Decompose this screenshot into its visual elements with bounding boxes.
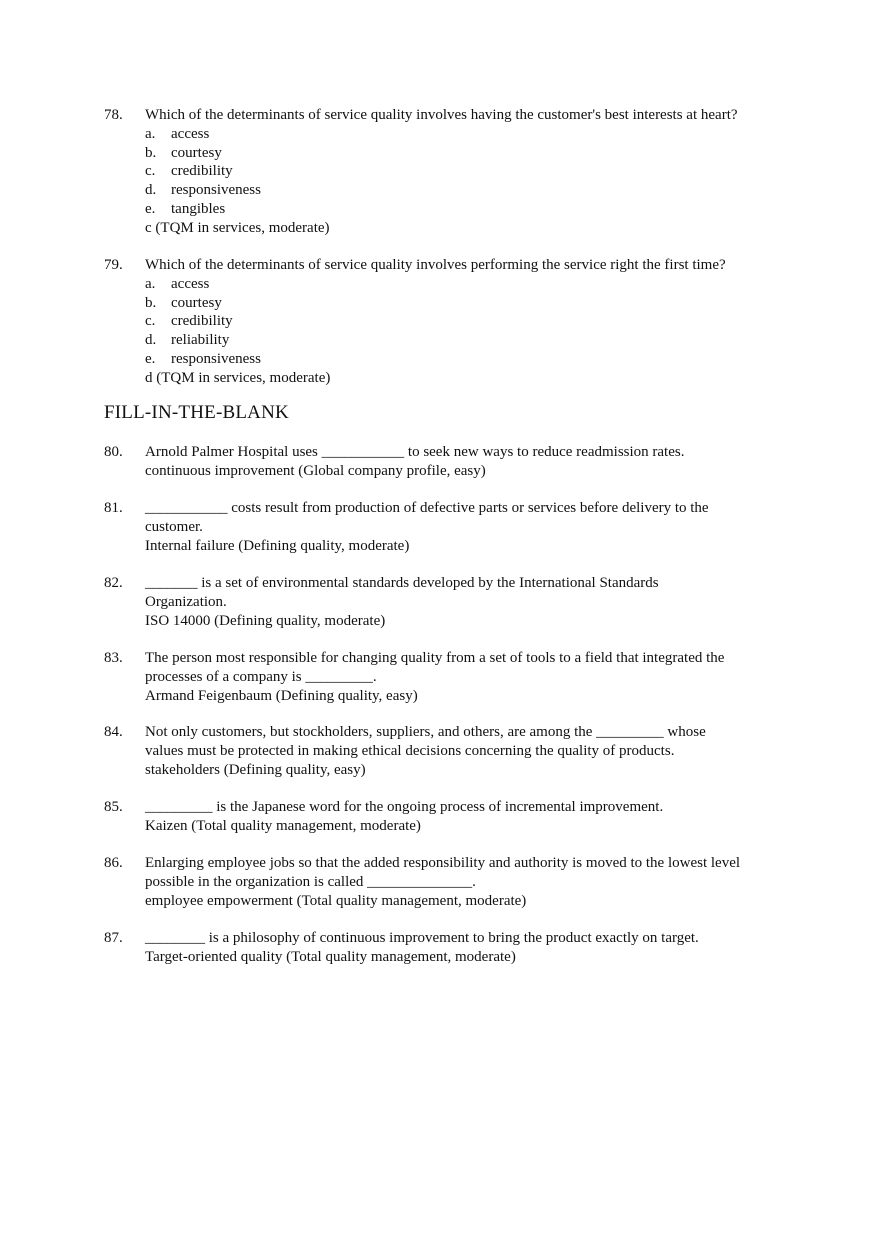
question-84 [104,723,784,779]
option-text: credibility [171,163,233,180]
question-line: ___________ costs result from production of defective parts or services before delivery to the [145,500,709,516]
question-line: _________ is the Japanese word for the ongoing process of incremental improvement. [145,799,664,815]
question-line: The person most responsible for changing quality from a set of tools to a field that integrated the [145,650,725,666]
question-number: 80. [104,444,123,460]
option-text: responsiveness [171,350,261,367]
question-number: 83. [104,650,123,666]
option-letter: c. [145,163,156,180]
answer-key: stakeholders (Defining quality, easy) [145,761,366,778]
option-e [145,350,784,369]
question-79 [104,256,784,388]
question-stem: Which of the determinants of service quality involves having the customer's best interests at heart? [145,107,738,123]
question-line: possible in the organization is called ______________. [145,873,476,890]
question-line: values must be protected in making ethical decisions concerning the quality of products. [145,742,675,759]
option-c [145,162,784,181]
question-number: 79. [104,257,123,273]
option-text: access [171,125,210,142]
option-a [145,275,784,294]
question-86 [104,854,784,910]
question-87 [104,929,784,967]
question-number: 86. [104,855,123,871]
answer-key: Armand Feigenbaum (Defining quality, easy) [145,687,418,704]
option-text: responsiveness [171,182,261,199]
option-a [145,125,784,144]
option-text: courtesy [171,144,222,161]
question-line: Enlarging employee jobs so that the added responsibility and authority is moved to the lowest level [145,855,741,871]
answer-key: Kaizen (Total quality management, moderate) [145,817,421,834]
option-b [145,294,784,313]
option-text: tangibles [171,200,226,217]
question-number: 78. [104,107,123,123]
answer-key: continuous improvement (Global company profile, easy) [145,462,486,479]
option-letter: b. [145,294,157,311]
option-letter: c. [145,313,156,330]
question-line: ________ is a philosophy of continuous improvement to bring the product exactly on target. [145,930,699,946]
answer-key: d (TQM in services, moderate) [145,369,331,386]
answer-key: employee empowerment (Total quality management, moderate) [145,892,527,909]
answer-key: Internal failure (Defining quality, moderate) [145,537,410,554]
option-letter: d. [145,332,157,349]
option-b [145,144,784,163]
answer-key: ISO 14000 (Defining quality, moderate) [145,612,386,629]
question-number: 82. [104,575,123,591]
question-line: customer. [145,518,203,535]
question-line: _______ is a set of environmental standards developed by the International Standards [145,575,659,591]
question-number: 85. [104,799,123,815]
section-heading: FILL-IN-THE-BLANK [104,402,289,423]
option-d [145,181,784,200]
question-number: 81. [104,500,123,516]
option-text: reliability [171,332,230,349]
question-stem: Which of the determinants of service quality involves performing the service right the first time? [145,257,726,273]
answer-key: c (TQM in services, moderate) [145,219,330,236]
question-line: Organization. [145,593,227,610]
option-letter: a. [145,275,156,292]
question-line: processes of a company is _________. [145,668,377,685]
option-letter: d. [145,182,157,199]
question-number: 87. [104,930,123,946]
option-text: courtesy [171,294,222,311]
question-number: 84. [104,724,123,740]
question-83 [104,649,784,705]
option-text: credibility [171,313,233,330]
question-82 [104,574,784,630]
option-text: access [171,275,210,292]
option-letter: b. [145,144,157,161]
question-81 [104,499,784,555]
option-e [145,200,784,219]
option-letter: e. [145,350,156,367]
option-d [145,331,784,350]
option-letter: a. [145,125,156,142]
question-line: Not only customers, but stockholders, suppliers, and others, are among the _________ whose [145,724,706,740]
option-c [145,312,784,331]
question-80 [104,443,784,481]
question-78 [104,106,784,238]
answer-key: Target-oriented quality (Total quality management, moderate) [145,948,516,965]
question-85 [104,798,784,836]
option-letter: e. [145,200,156,217]
question-line: Arnold Palmer Hospital uses ___________ to seek new ways to reduce readmission rates. [145,444,685,460]
